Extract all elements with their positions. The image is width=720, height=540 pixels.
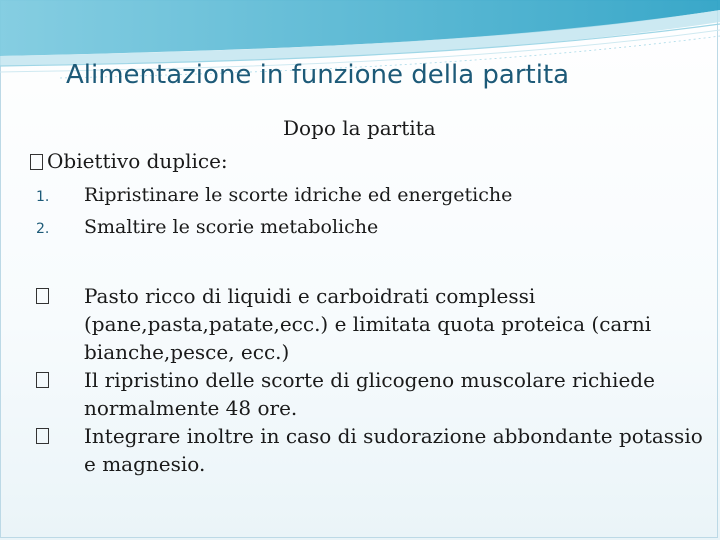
bullet-item xyxy=(36,422,706,478)
bullet-text: Pasto ricco di liquidi e carboidrati complessi (pane,pasta,patate,ecc.) e limitata quota proteica (carni bianche,pesce, ecc.) xyxy=(84,284,652,364)
box-bullet-icon xyxy=(36,288,49,304)
list-item xyxy=(36,184,512,216)
objective-heading xyxy=(30,149,228,173)
list-item-text: Ripristinare le scorte idriche ed energetiche xyxy=(84,184,513,206)
list-number: 2. xyxy=(36,221,50,237)
bullet-item xyxy=(36,282,706,366)
box-bullet-icon xyxy=(30,154,43,170)
bullet-list xyxy=(36,282,706,478)
objective-label: Obiettivo duplice: xyxy=(47,149,228,173)
bullet-item xyxy=(36,366,706,422)
box-bullet-icon xyxy=(36,372,49,388)
numbered-list xyxy=(36,184,512,248)
box-bullet-icon xyxy=(36,428,49,444)
list-item-text: Smaltire le scorie metaboliche xyxy=(84,216,379,238)
bullet-text: Il ripristino delle scorte di glicogeno muscolare richiede normalmente 48 ore. xyxy=(84,368,655,420)
list-item xyxy=(36,216,512,248)
list-number: 1. xyxy=(36,189,50,205)
slide-subtitle: Dopo la partita xyxy=(283,116,436,140)
slide-title: Alimentazione in funzione della partita xyxy=(66,60,570,90)
bullet-text: Integrare inoltre in caso di sudorazione abbondante potassio e magnesio. xyxy=(84,424,703,476)
